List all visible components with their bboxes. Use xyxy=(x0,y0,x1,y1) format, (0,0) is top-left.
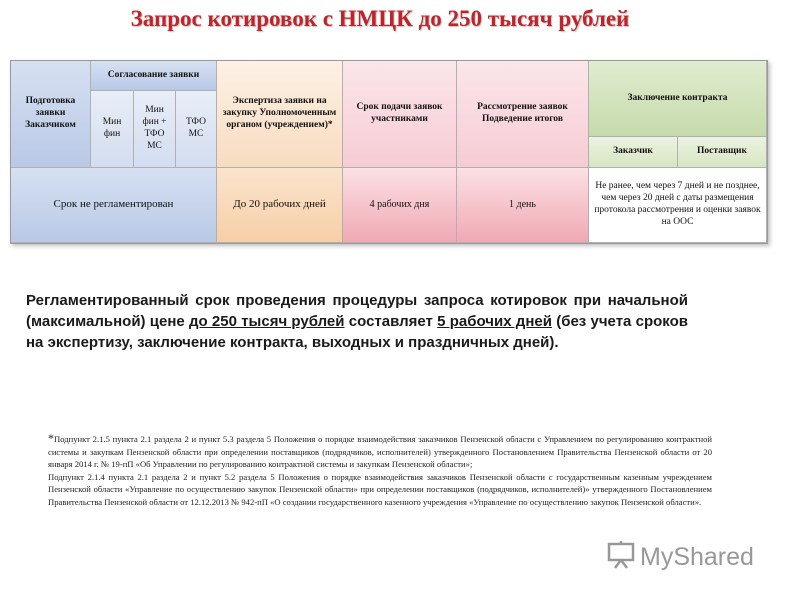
summary-part-1: Регламентированный срок проведения процедуры запроса котировок при начальной (максимальной) цене xyxy=(26,292,688,330)
value-review: 1 день xyxy=(457,168,589,243)
header-minfin-tfo: Мин фин + ТФО МС xyxy=(134,91,176,168)
header-expertise: Экспертиза заявки на закупку Уполномоченным органом (учреждением)* xyxy=(217,61,343,168)
header-prep: Подготовка заявки Заказчиком xyxy=(11,61,91,168)
presentation-board-icon xyxy=(606,540,636,575)
value-expertise: До 20 рабочих дней xyxy=(217,168,343,243)
header-review: Рассмотрение заявок Подведение итогов xyxy=(457,61,589,168)
value-submission: 4 рабочих дня xyxy=(343,168,457,243)
footnote-star: * xyxy=(48,431,54,445)
header-submission: Срок подачи заявок участниками xyxy=(343,61,457,168)
header-customer: Заказчик xyxy=(589,137,678,168)
header-tfo: ТФО МС xyxy=(176,91,217,168)
watermark-text: MyShared xyxy=(640,543,754,571)
summary-price-limit: до 250 тысяч рублей xyxy=(189,313,345,330)
footnote-paragraph-2: Подпункт 2.1.4 пункта 2.1 раздела 2 и пункт 5.2 раздела 5 Положения о порядке взаимодействия заказчиков Пензенской области с государственным казенным учреждением Пензенской области «Управление по осуществлению закупок Пензенской области» при определении поставщиков (подрядчиков, исполнителей)» утвержденного Постановлением Правительства Пензенской области от 12.12.2013 № 942-пП «О создании государственного казенного учреждения «Управление по осуществлению закупок Пензенской области». xyxy=(48,471,712,507)
header-contract: Заключение контракта xyxy=(589,61,767,137)
header-minfin: Мин фин xyxy=(91,91,134,168)
summary-duration: 5 рабочих дней xyxy=(437,313,552,330)
value-prep-approval: Срок не регламентирован xyxy=(11,168,217,243)
header-supplier: Поставщик xyxy=(678,137,767,168)
procedure-timeline-table xyxy=(10,60,768,244)
watermark-logo xyxy=(606,540,754,575)
regulation-summary xyxy=(26,290,688,353)
summary-part-2: составляет xyxy=(344,313,438,330)
page-title: Запрос котировок с НМЦК до 250 тысяч рублей xyxy=(130,6,630,31)
footnote-paragraph-1: Подпункт 2.1.5 пункта 2.1 раздела 2 и пункт 5.3 раздела 5 Положения о порядке взаимодействия заказчиков Пензенской области с Управлением по регулированию контрактной системы и закупкам Пензенской области при определении поставщиков (подрядчиков, исполнителей) утвержденного Постановлением Правительства Пензенской области от 20 января 2014 г. № 19-пП «Об Управлении по регулированию контрактной системы и закупкам Пензенской области»; xyxy=(48,434,712,470)
summary-part-3: (без учета сроков на экспертизу, заключение контракта, выходных и праздничных дней). xyxy=(26,313,688,351)
header-approval: Согласование заявки xyxy=(91,61,217,91)
value-contract: Не ранее, чем через 7 дней и не позднее, чем через 20 дней с даты размещения протокола рассмотрения и оценки заявок на ООС xyxy=(589,168,767,243)
footnote xyxy=(48,432,712,509)
